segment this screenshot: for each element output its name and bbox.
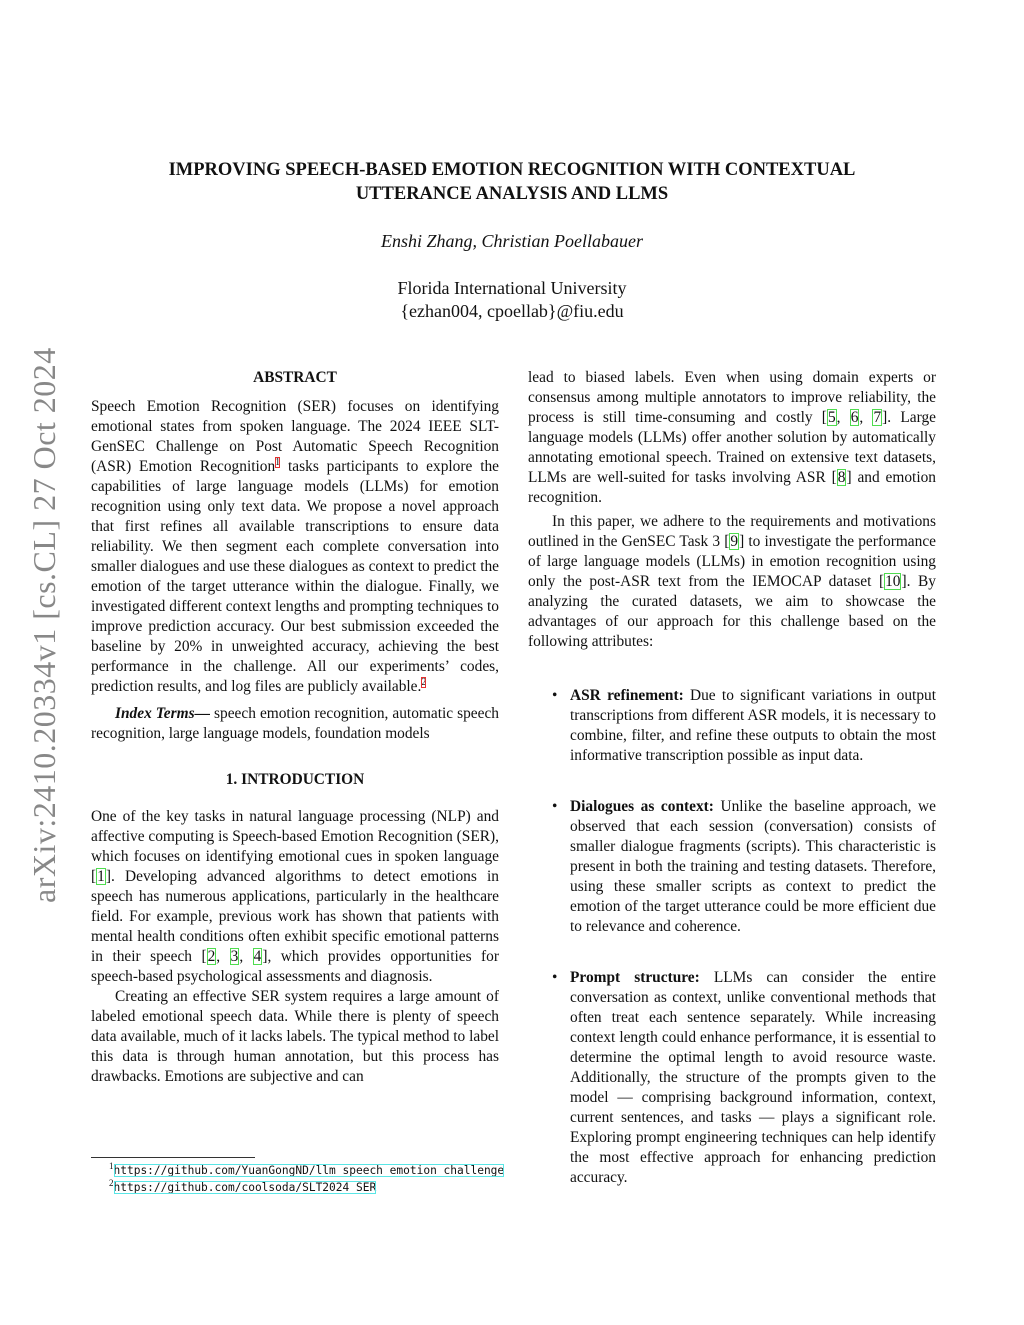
citation-8[interactable]: 8 [837, 469, 846, 486]
email: {ezhan004, cpoellab}@fiu.edu [400, 301, 624, 321]
list-item: • ASR refinement: Due to significant variations in output transcriptions from different ASR models, it is necessary to combine, filter, and refine these outputs to obtain the most informative transcription possible as input data. [552, 687, 936, 764]
abstract-heading: ABSTRACT [253, 369, 337, 386]
intro-paragraph-1: One of the key tasks in natural language processing (NLP) and affective computing is Speech-based Emotion Recognition (SER), which focuses on identifying emotional cues in spoken language [1]. Developing advanced algorithms to detect emotions in speech has numerous applications, particularly in the healthcare field. For example, previous work has shown that patients with mental health conditions often exhibit specific emotional patterns in their speech [2, 3, 4], which provides opportunities for speech-based psychological assessments and diagnosis. [91, 808, 499, 985]
bullet-icon: • [552, 969, 558, 986]
citation-4[interactable]: 4 [253, 948, 262, 965]
citation-7[interactable]: 7 [873, 409, 882, 426]
right-paragraph-1: lead to biased labels. Even when using domain experts or consensus among multiple annotators to improve reliability, the process is still time-consuming and costly [5, 6, 7]. Large language models (LLMs) offer another solution by automatically annotating emotional speech. Trained on extensive text datasets, LLMs are well-suited for tasks involving ASR [8] and emotion recognition. [528, 369, 936, 506]
footnote-2: $^2$https://github.com/coolsoda/SLT2024_SER [109, 1178, 377, 1194]
paper-title [60, 158, 964, 206]
authors: Enshi Zhang, Christian Poellabauer [380, 231, 643, 251]
bullet-label: Dialogues as context: [570, 798, 714, 815]
affiliation-block [60, 277, 964, 323]
footnote-mark-2[interactable]: 2 [421, 676, 427, 688]
left-column [91, 368, 499, 1087]
arxiv-id: arXiv:2410.20334v1 [cs.CL] 27 Oct 2024 [26, 347, 62, 903]
citation-6[interactable]: 6 [850, 409, 859, 426]
bullet-icon: • [552, 798, 558, 815]
citation-9[interactable]: 9 [730, 533, 739, 550]
citation-2[interactable]: 2 [207, 948, 216, 965]
affiliation: Florida International University [397, 278, 627, 298]
abstract-text: Speech Emotion Recognition (SER) focuses on identifying emotional states from spoken language. The 2024 IEEE SLT-GenSEC Challenge on Post Automatic Speech Recognition (ASR) Emotion Recognition$^1$ tasks participants to explore the capabilities of large language models (LLMs) for emotion recognition using only text data. We propose a novel approach that first refines all available transcriptions to ensure data reliability. We then segment each complete conversation into smaller dialogues and use these dialogues as context to predict the emotion of the target utterance within the dialogue. Finally, we investigated different context lengths and prompting techniques to improve prediction accuracy. Our best submission exceeded the baseline by 20% in unweighted accuracy, achieving the best performance in the challenge. All our experiments’ codes, prediction results, and log files are publicly available.$^2$ [91, 398, 499, 695]
intro-paragraph-2: Creating an effective SER system requires a large amount of labeled emotional speech data. While there is plenty of speech data available, much of it lacks labels. The typical method to label this data is through human annotation, but this process has drawbacks. Emotions are subjective and can [91, 988, 499, 1085]
introduction-heading: 1. INTRODUCTION [225, 771, 365, 788]
citation-1[interactable]: 1 [97, 868, 105, 885]
footnote-url-1[interactable]: https://github.com/YuanGongND/llm_speech_emotion_challenge [113, 1164, 505, 1177]
footnote-rule [91, 1157, 255, 1158]
bullet-label: Prompt structure: [570, 969, 700, 986]
list-item: • Dialogues as context: Unlike the baseline approach, we observed that each session (conversation) consists of smaller dialogue fragments (scripts). This characteristic is present in both the training and testing datasets. Therefore, using these smaller scripts as context to predict the emotion of the target utterance could be more efficient due to relevance and coherence. [552, 798, 936, 935]
index-terms-label: Index Terms— [115, 705, 210, 722]
title-line-2: UTTERANCE ANALYSIS AND LLMS [355, 184, 669, 204]
footnotes [91, 1162, 511, 1196]
attribute-list [528, 686, 936, 1188]
citation-3[interactable]: 3 [230, 948, 239, 965]
footnote-1: $^1$https://github.com/YuanGongND/llm_speech_emotion_challenge [109, 1161, 505, 1177]
footnote-mark-1[interactable]: 1 [275, 456, 281, 468]
bullet-label: ASR refinement: [570, 687, 684, 704]
bullet-icon: • [552, 687, 558, 704]
title-line-1: IMPROVING SPEECH-BASED EMOTION RECOGNITION WITH CONTEXTUAL [168, 160, 856, 180]
right-paragraph-2: In this paper, we adhere to the requirements and motivations outlined in the GenSEC Task 3 [9] to investigate the performance of large language models (LLMs) in emotion recognition using only the post-ASR text from the IEMOCAP dataset [10]. By analyzing the curated datasets, we aim to showcase the advantages of our approach for this challenge based on the following attributes: [528, 513, 937, 650]
index-terms: Index Terms— speech emotion recognition, automatic speech recognition, large language models, foundation models [91, 705, 499, 742]
citation-5[interactable]: 5 [827, 409, 836, 426]
citation-10[interactable]: 10 [885, 573, 901, 590]
arxiv-watermark [26, 347, 62, 940]
right-column [528, 368, 936, 1188]
footnote-url-2[interactable]: https://github.com/coolsoda/SLT2024_SER [113, 1181, 377, 1194]
list-item: • Prompt structure: LLMs can consider the entire conversation as context, unlike conventional methods that often treat each sentence separately. While increasing context length could enhance performance, it is essential to determine the optimal length to avoid resource waste. Additionally, the structure of the prompts given to the model — comprising background information, context, current sentences, and tasks — plays a significant role. Exploring prompt engineering techniques can help identify the most effective approach for enhancing prediction accuracy. [552, 969, 936, 1186]
